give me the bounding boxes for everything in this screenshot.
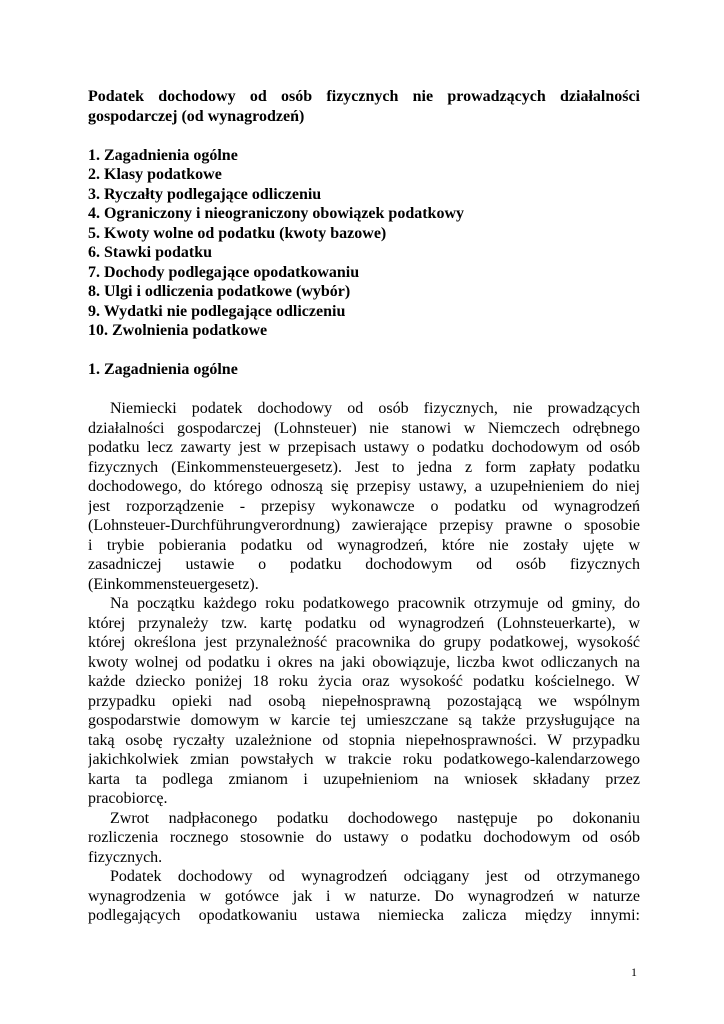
title-line: Podatek dochodowy od osób fizycznych nie prowadzących działalności xyxy=(88,88,640,105)
toc-item: 2. Klasy podatkowe xyxy=(88,166,222,183)
paragraph-line: gospodarstwie domowym w karcie tej umieszczane są także przysługujące na xyxy=(88,712,640,729)
paragraph xyxy=(88,399,640,594)
paragraph-line: Niemiecki podatek dochodowy od osób fizycznych, nie prowadzących xyxy=(110,400,640,417)
toc-item: 4. Ograniczony i nieograniczony obowiązek podatkowy xyxy=(88,205,465,222)
paragraph-line: każde dziecko poniżej 18 roku życia oraz wysokość podatku kościelnego. W xyxy=(88,673,640,690)
paragraph-line: dochodowego, do którego odnoszą się przepisy ustawy, a uzupełnieniem do niej xyxy=(88,478,640,495)
paragraph-line: rozliczenia rocznego stosownie do ustawy o podatku dochodowym od osób xyxy=(88,829,640,846)
toc-item: 10. Zwolnienia podatkowe xyxy=(88,322,268,339)
paragraph-line: przypadku opieki nad osobą niepełnosprawną pozostającą we wspólnym xyxy=(88,692,640,710)
paragraph-line: (Einkommensteuergesetz). xyxy=(88,575,259,593)
toc-item: 6. Stawki podatku xyxy=(88,244,213,261)
title-line: gospodarczej (od wynagrodzeń) xyxy=(88,107,305,125)
paragraph-line: Zwrot nadpłaconego podatku dochodowego następuje po dokonaniu xyxy=(110,809,640,827)
paragraph xyxy=(88,594,640,809)
paragraph-line: jakichkolwiek zmian powstałych w trakcie roku podatkowego-kalendarzowego xyxy=(88,751,640,768)
paragraph-line: fizycznych. xyxy=(88,848,163,866)
paragraph-line: Na początku każdego roku podatkowego pracownik otrzymuje od gminy, do xyxy=(110,595,640,612)
paragraph-line: (Lohnsteuer-Durchführungverordnung) zawierające przepisy prawne o sposobie xyxy=(88,517,640,534)
table-of-contents xyxy=(88,146,640,341)
paragraph-line: karta ta podlega zmianom i uzupełnieniom na wniosek składany przez xyxy=(88,770,640,788)
paragraph-line: działalności gospodarczej (Lohnsteuer) nie stanowi w Niemczech odrębnego xyxy=(88,419,640,437)
toc-item: 7. Dochody podlegające opodatkowaniu xyxy=(88,263,360,281)
paragraph-line: wynagrodzenia w gotówce jak i w naturze. Do wynagrodzeń w naturze xyxy=(88,887,640,905)
paragraph-line: pracobiorcę. xyxy=(88,790,168,807)
paragraph-line: jest rozporządzenie - przepisy wykonawcze o podatku od wynagrodzeń xyxy=(88,497,640,515)
toc-item: 5. Kwoty wolne od podatku (kwoty bazowe) xyxy=(88,224,387,242)
paragraph-line: kwoty wolnej od podatku i okres na jaki obowiązuje, liczba kwot odliczanych na xyxy=(88,653,640,671)
paragraph-line: której przynależy tzw. kartę podatku od wynagrodzeń (Lohnsteuerkarte), w xyxy=(88,614,640,632)
paragraph-line: podlegających opodatkowaniu ustawa niemiecka zalicza między innymi: xyxy=(88,907,640,924)
toc-item: 9. Wydatki nie podlegające odliczeniu xyxy=(88,302,346,320)
paragraph-line: zasadniczej ustawie o podatku dochodowym od osób fizycznych xyxy=(88,556,640,573)
paragraph-line: taką osobę ryczałty uzależnione od stopnia niepełnosprawności. W przypadku xyxy=(88,731,640,749)
document-page xyxy=(88,87,640,926)
paragraph-line: której określona jest przynależność pracownika do grupy podatkowej, wysokość xyxy=(88,634,640,651)
paragraph-line: fizycznych (Einkommensteuergesetz). Jest to jedna z form zapłaty podatku xyxy=(88,458,640,476)
paragraph xyxy=(88,867,640,926)
document-title xyxy=(88,87,640,126)
body-text xyxy=(88,399,640,926)
section-heading: 1. Zagadnienia ogólne xyxy=(88,361,238,378)
page-number: 1 xyxy=(631,965,637,979)
paragraph-line: Podatek dochodowy od wynagrodzeń odciągany jest od otrzymanego xyxy=(110,868,640,885)
paragraph xyxy=(88,809,640,868)
toc-item: 8. Ulgi i odliczenia podatkowe (wybór) xyxy=(88,283,351,300)
paragraph-line: podatku lecz zawarty jest w przepisach ustawy o podatku dochodowym od osób xyxy=(88,439,640,456)
paragraph-line: i trybie pobierania podatku od wynagrodzeń, które nie zostały ujęte w xyxy=(88,536,640,554)
toc-item: 1. Zagadnienia ogólne xyxy=(88,146,238,164)
toc-item: 3. Ryczałty podlegające odliczeniu xyxy=(88,185,322,203)
